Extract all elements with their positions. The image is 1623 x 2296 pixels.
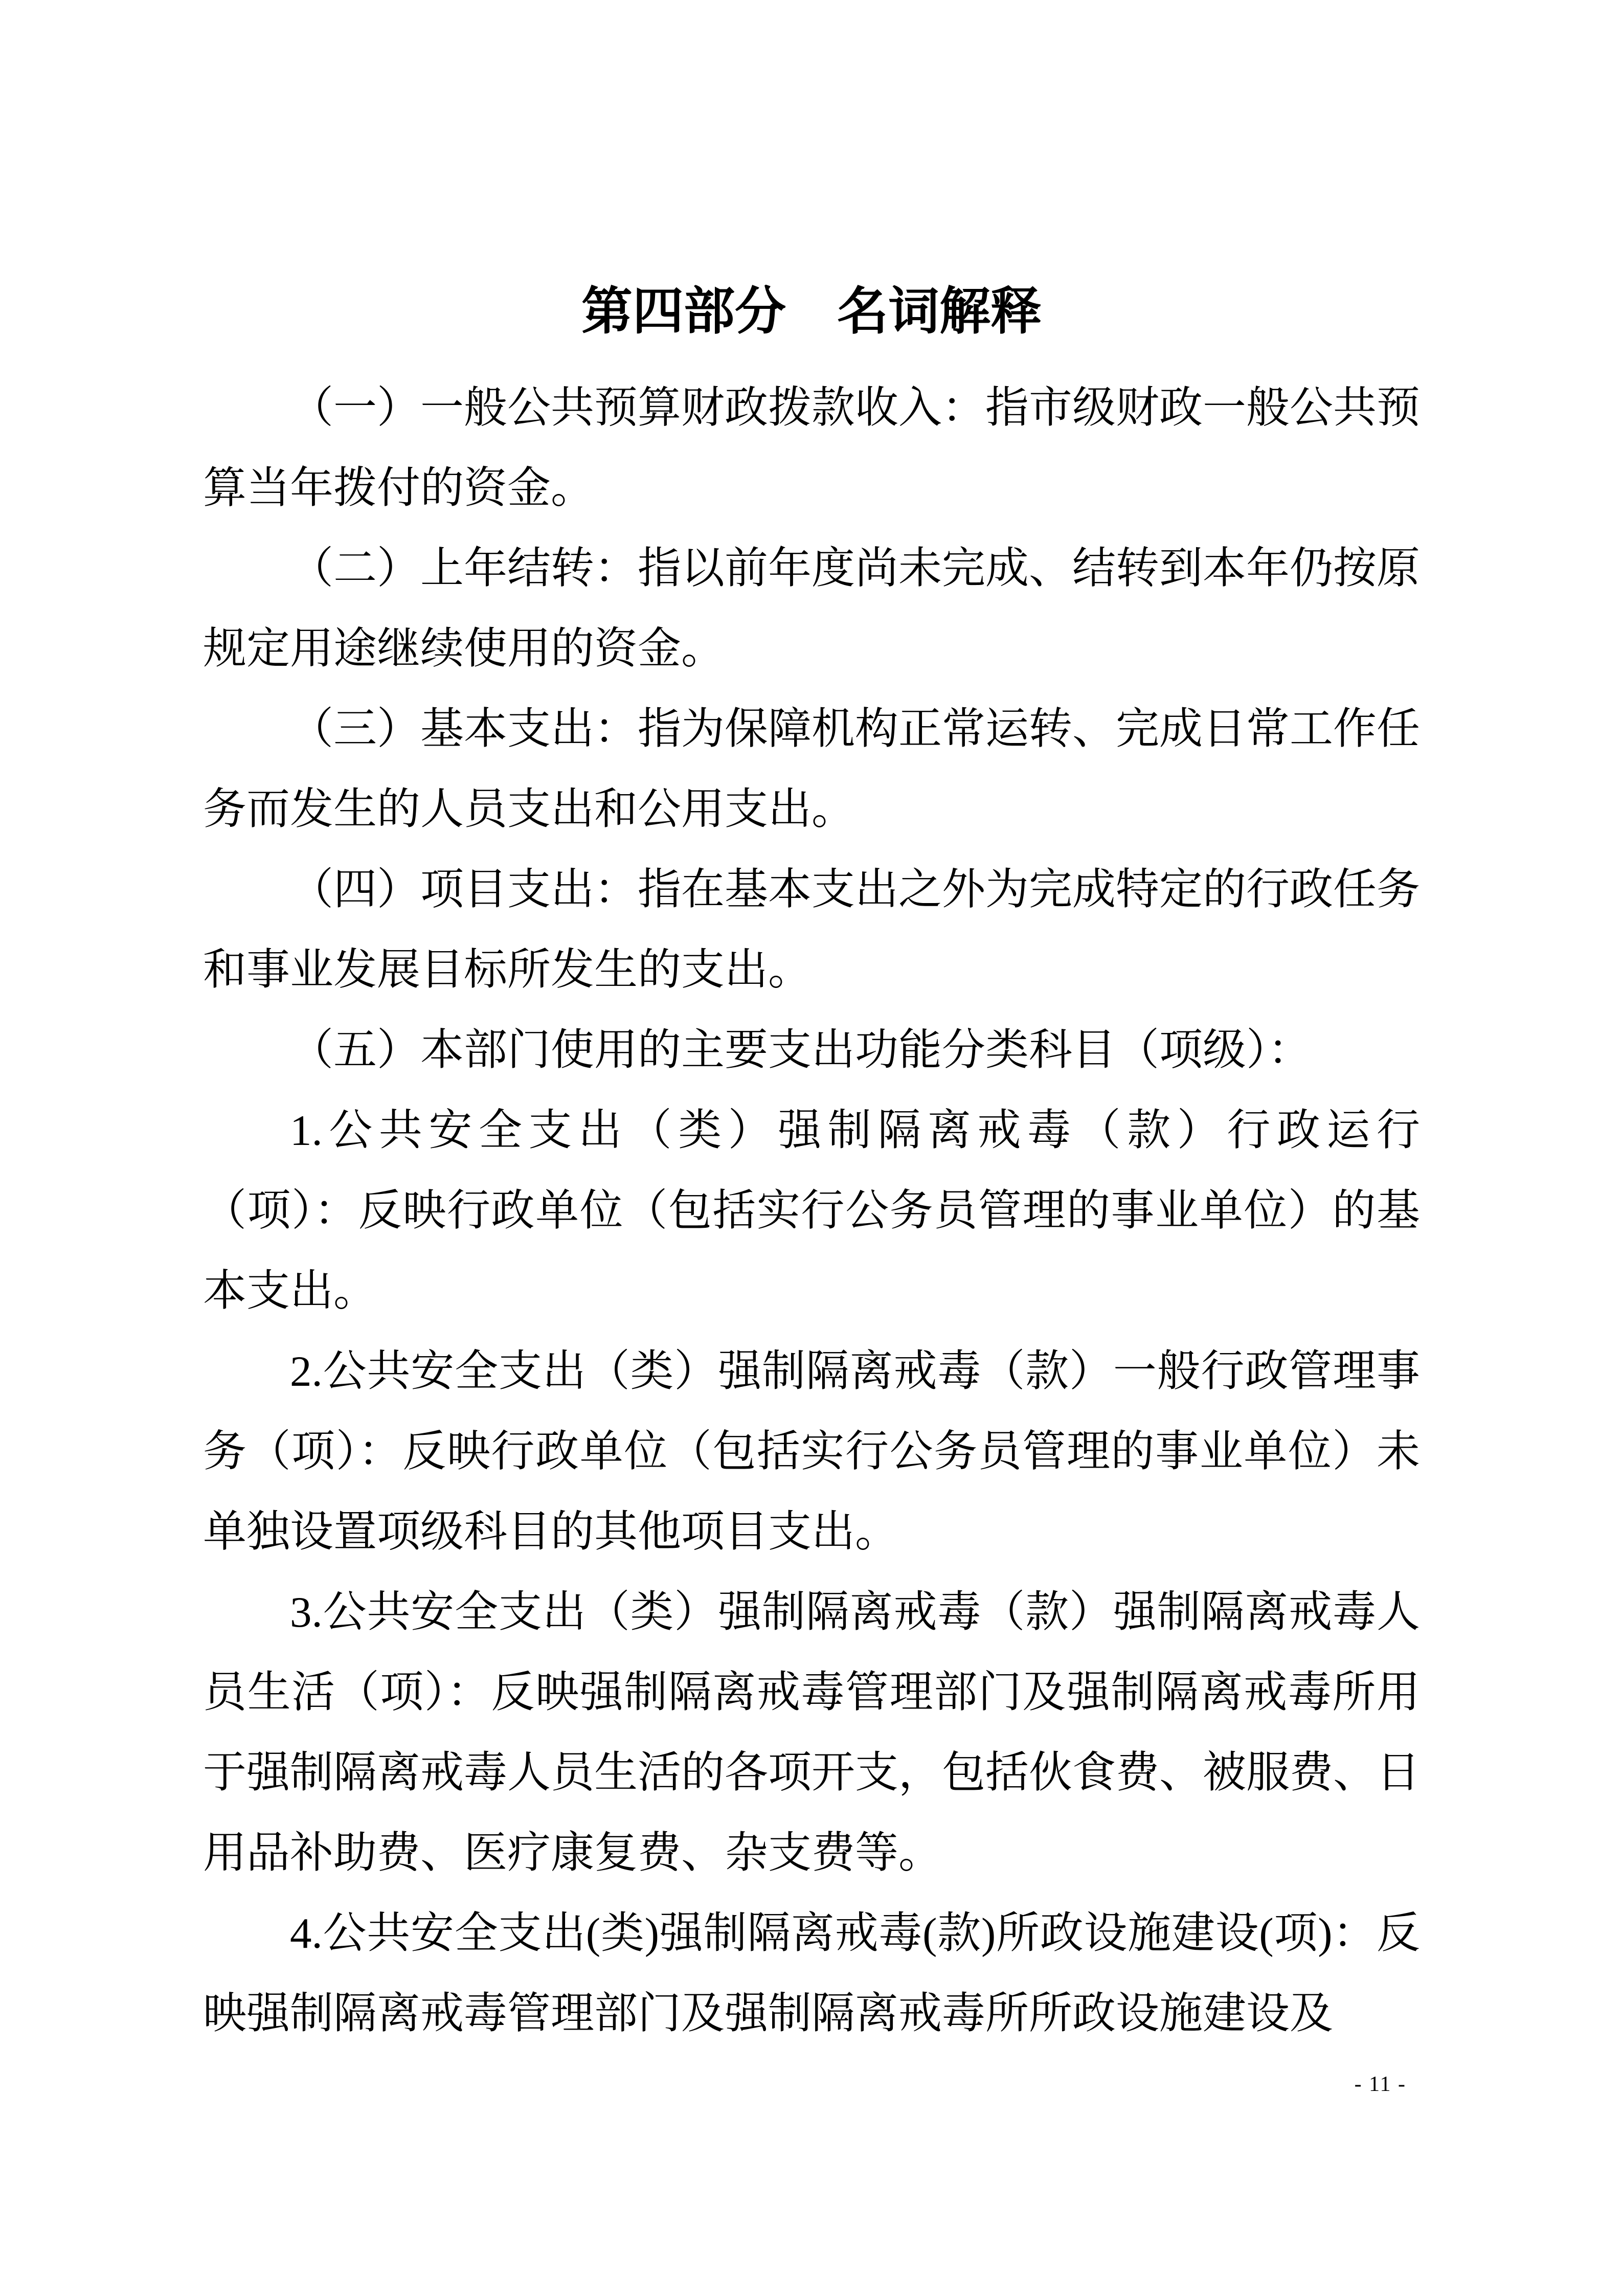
paragraph-definition-4: （四）项目支出：指在基本支出之外为完成特定的行政任务和事业发展目标所发生的支出。 bbox=[203, 866, 1421, 994]
paragraph-definition-3: （三）基本支出：指为保障机构正常运转、完成日常工作任务而发生的人员支出和公用支出。 bbox=[203, 705, 1421, 834]
paragraph-subject-item-1: 1.公共安全支出（类）强制隔离戒毒（款）行政运行（项）：反映行政单位（包括实行公务员管理的事业单位）的基本支出。 bbox=[203, 1107, 1420, 1315]
paragraph-definition-5: （五）本部门使用的主要支出功能分类科目（项级）： bbox=[290, 1026, 1312, 1074]
paragraph-definition-1: （一）一般公共预算财政拨款收入：指市级财政一般公共预算当年拨付的资金。 bbox=[203, 384, 1421, 512]
paragraph-subject-item-2: 2.公共安全支出（类）强制隔离戒毒（款）一般行政管理事务（项）：反映行政单位（包括实行公务员管理的事业单位）未单独设置项级科目的其他项目支出。 bbox=[203, 1347, 1420, 1556]
document-title: 第四部分 名词解释 bbox=[581, 283, 1042, 340]
paragraph-subject-item-4: 4.公共安全支出(类)强制隔离戒毒(款)所政设施建设(项)：反映强制隔离戒毒管理部门及强制隔离戒毒所所政设施建设及 bbox=[203, 1909, 1420, 2038]
paragraph-definition-2: （二）上年结转：指以前年度尚未完成、结转到本年仍按原规定用途继续使用的资金。 bbox=[203, 545, 1421, 673]
document-body bbox=[203, 276, 1420, 2054]
page-number: - 11 - bbox=[1354, 2073, 1406, 2096]
paragraph-subject-item-3: 3.公共安全支出（类）强制隔离戒毒（款）强制隔离戒毒人员生活（项）：反映强制隔离戒毒管理部门及强制隔离戒毒所用于强制隔离戒毒人员生活的各项开支，包括伙食费、被服费、日用品补助费、医疗康复费、杂支费等。 bbox=[203, 1588, 1421, 1877]
